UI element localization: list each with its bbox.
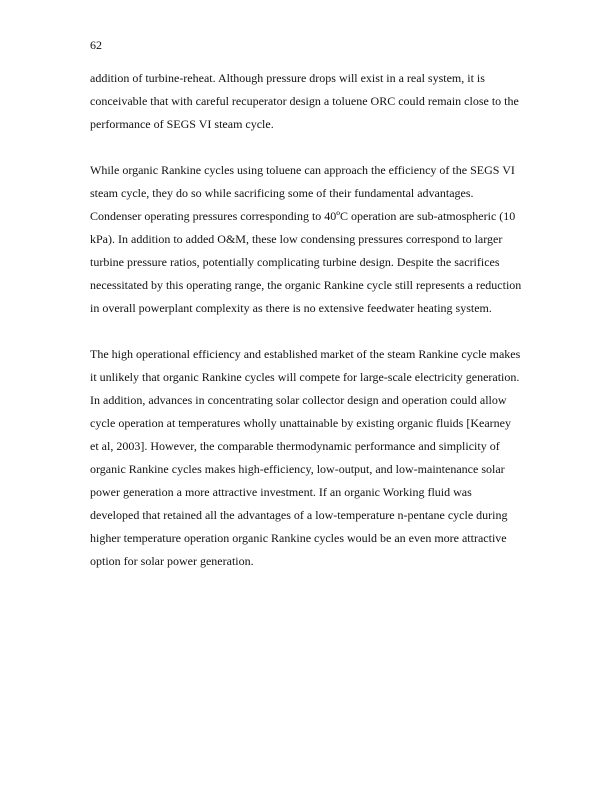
document-body (90, 67, 522, 596)
text-line: it unlikely that organic Rankine cycles will compete for large-scale electricity generation. (90, 370, 520, 384)
text-line: in overall powerplant complexity as there is no extensive feedwater heating system. (90, 301, 492, 315)
text-line: Condenser operating pressures corresponding to 40ºC operation are sub-atmospheric (10 (90, 209, 516, 223)
text-line: steam cycle, they do so while sacrificing some of their fundamental advantages. (90, 186, 474, 200)
text-line: organic Rankine cycles makes high-efficiency, low-output, and low-maintenance solar (90, 462, 505, 476)
text-line: option for solar power generation. (90, 554, 254, 568)
text-line: addition of turbine-reheat. Although pressure drops will exist in a real system, it is (90, 71, 485, 85)
text-line: et al, 2003]. However, the comparable thermodynamic performance and simplicity of (90, 439, 500, 453)
paragraph-2 (90, 159, 522, 320)
text-line: In addition, advances in concentrating solar collector design and operation could allow (90, 393, 507, 407)
text-line: necessitated by this operating range, the organic Rankine cycle still represents a reduction (90, 278, 522, 292)
text-line: power generation a more attractive investment. If an organic Working fluid was (90, 485, 472, 499)
paragraph-3 (90, 343, 522, 573)
page-number: 62 (90, 38, 102, 52)
text-line: cycle operation at temperatures wholly unattainable by existing organic fluids [Kearney (90, 416, 511, 430)
text-line: developed that retained all the advantages of a low-temperature n-pentane cycle during (90, 508, 508, 522)
text-line: performance of SEGS VI steam cycle. (90, 117, 274, 131)
text-line: kPa). In addition to added O&M, these low condensing pressures correspond to larger (90, 232, 503, 246)
text-line: higher temperature operation organic Rankine cycles would be an even more attractive (90, 531, 507, 545)
text-line: The high operational efficiency and established market of the steam Rankine cycle makes (90, 347, 521, 361)
text-line: conceivable that with careful recuperator design a toluene ORC could remain close to the (90, 94, 519, 108)
paragraph-1 (90, 67, 522, 136)
text-line: While organic Rankine cycles using toluene can approach the efficiency of the SEGS VI (90, 163, 515, 177)
text-line: turbine pressure ratios, potentially complicating turbine design. Despite the sacrifices (90, 255, 500, 269)
